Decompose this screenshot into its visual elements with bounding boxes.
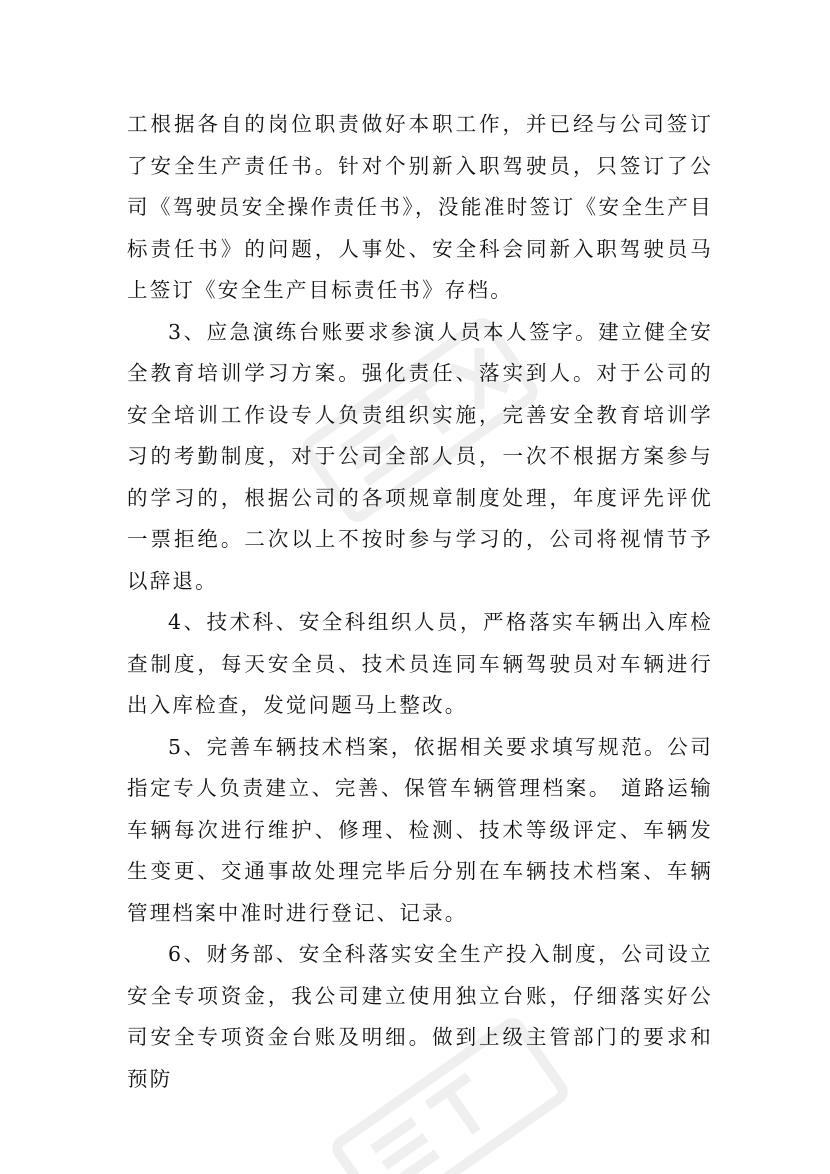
paragraph-item-5: 5、完善车辆技术档案，依据相关要求填写规范。公司指定专人负责建立、完善、保管车辆管理档案。 道路运输车辆每次进行维护、修理、检测、技术等级评定、车辆发生变更、交通事故处理完毕后分别在车辆技术档案、车辆管理档案中准时进行登记、记录。 bbox=[127, 734, 713, 925]
document-body bbox=[127, 104, 713, 1100]
paragraph-item-4: 4、技术科、安全科组织人员，严格落实车辆出入库检查制度，每天安全员、技术员连同车辆驾驶员对车辆进行出入库检查，发觉问题马上整改。 bbox=[127, 610, 713, 717]
paragraph-continuation: 工根据各自的岗位职责做好本职工作，并已经与公司签订了安全生产责任书。针对个别新入职驾驶员，只签订了公司《驾驶员安全操作责任书》，没能准时签订《安全生产目标责任书》的问题，人事处、安全科会同新入职驾驶员马上签订《安全生产目标责任书》存档。 bbox=[127, 112, 713, 302]
paragraph-item-3: 3、应急演练台账要求参演人员本人签字。建立健全安全教育培训学习方案。强化责任、落实到人。对于公司的安全培训工作设专人负责组织实施，完善安全教育培训学习的考勤制度，对于公司全部人员，一次不根据方案参与的学习的，根据公司的各项规章制度处理，年度评先评优一票拒绝。二次以上不按时参与学习的，公司将视情节予以辞退。 bbox=[127, 319, 713, 593]
paragraph-item-6: 6、财务部、安全科落实安全生产投入制度，公司设立安全专项资金，我公司建立使用独立台账，仔细落实好公司安全专项资金台账及明细。做到上级主管部门的要求和预防 bbox=[127, 942, 713, 1091]
